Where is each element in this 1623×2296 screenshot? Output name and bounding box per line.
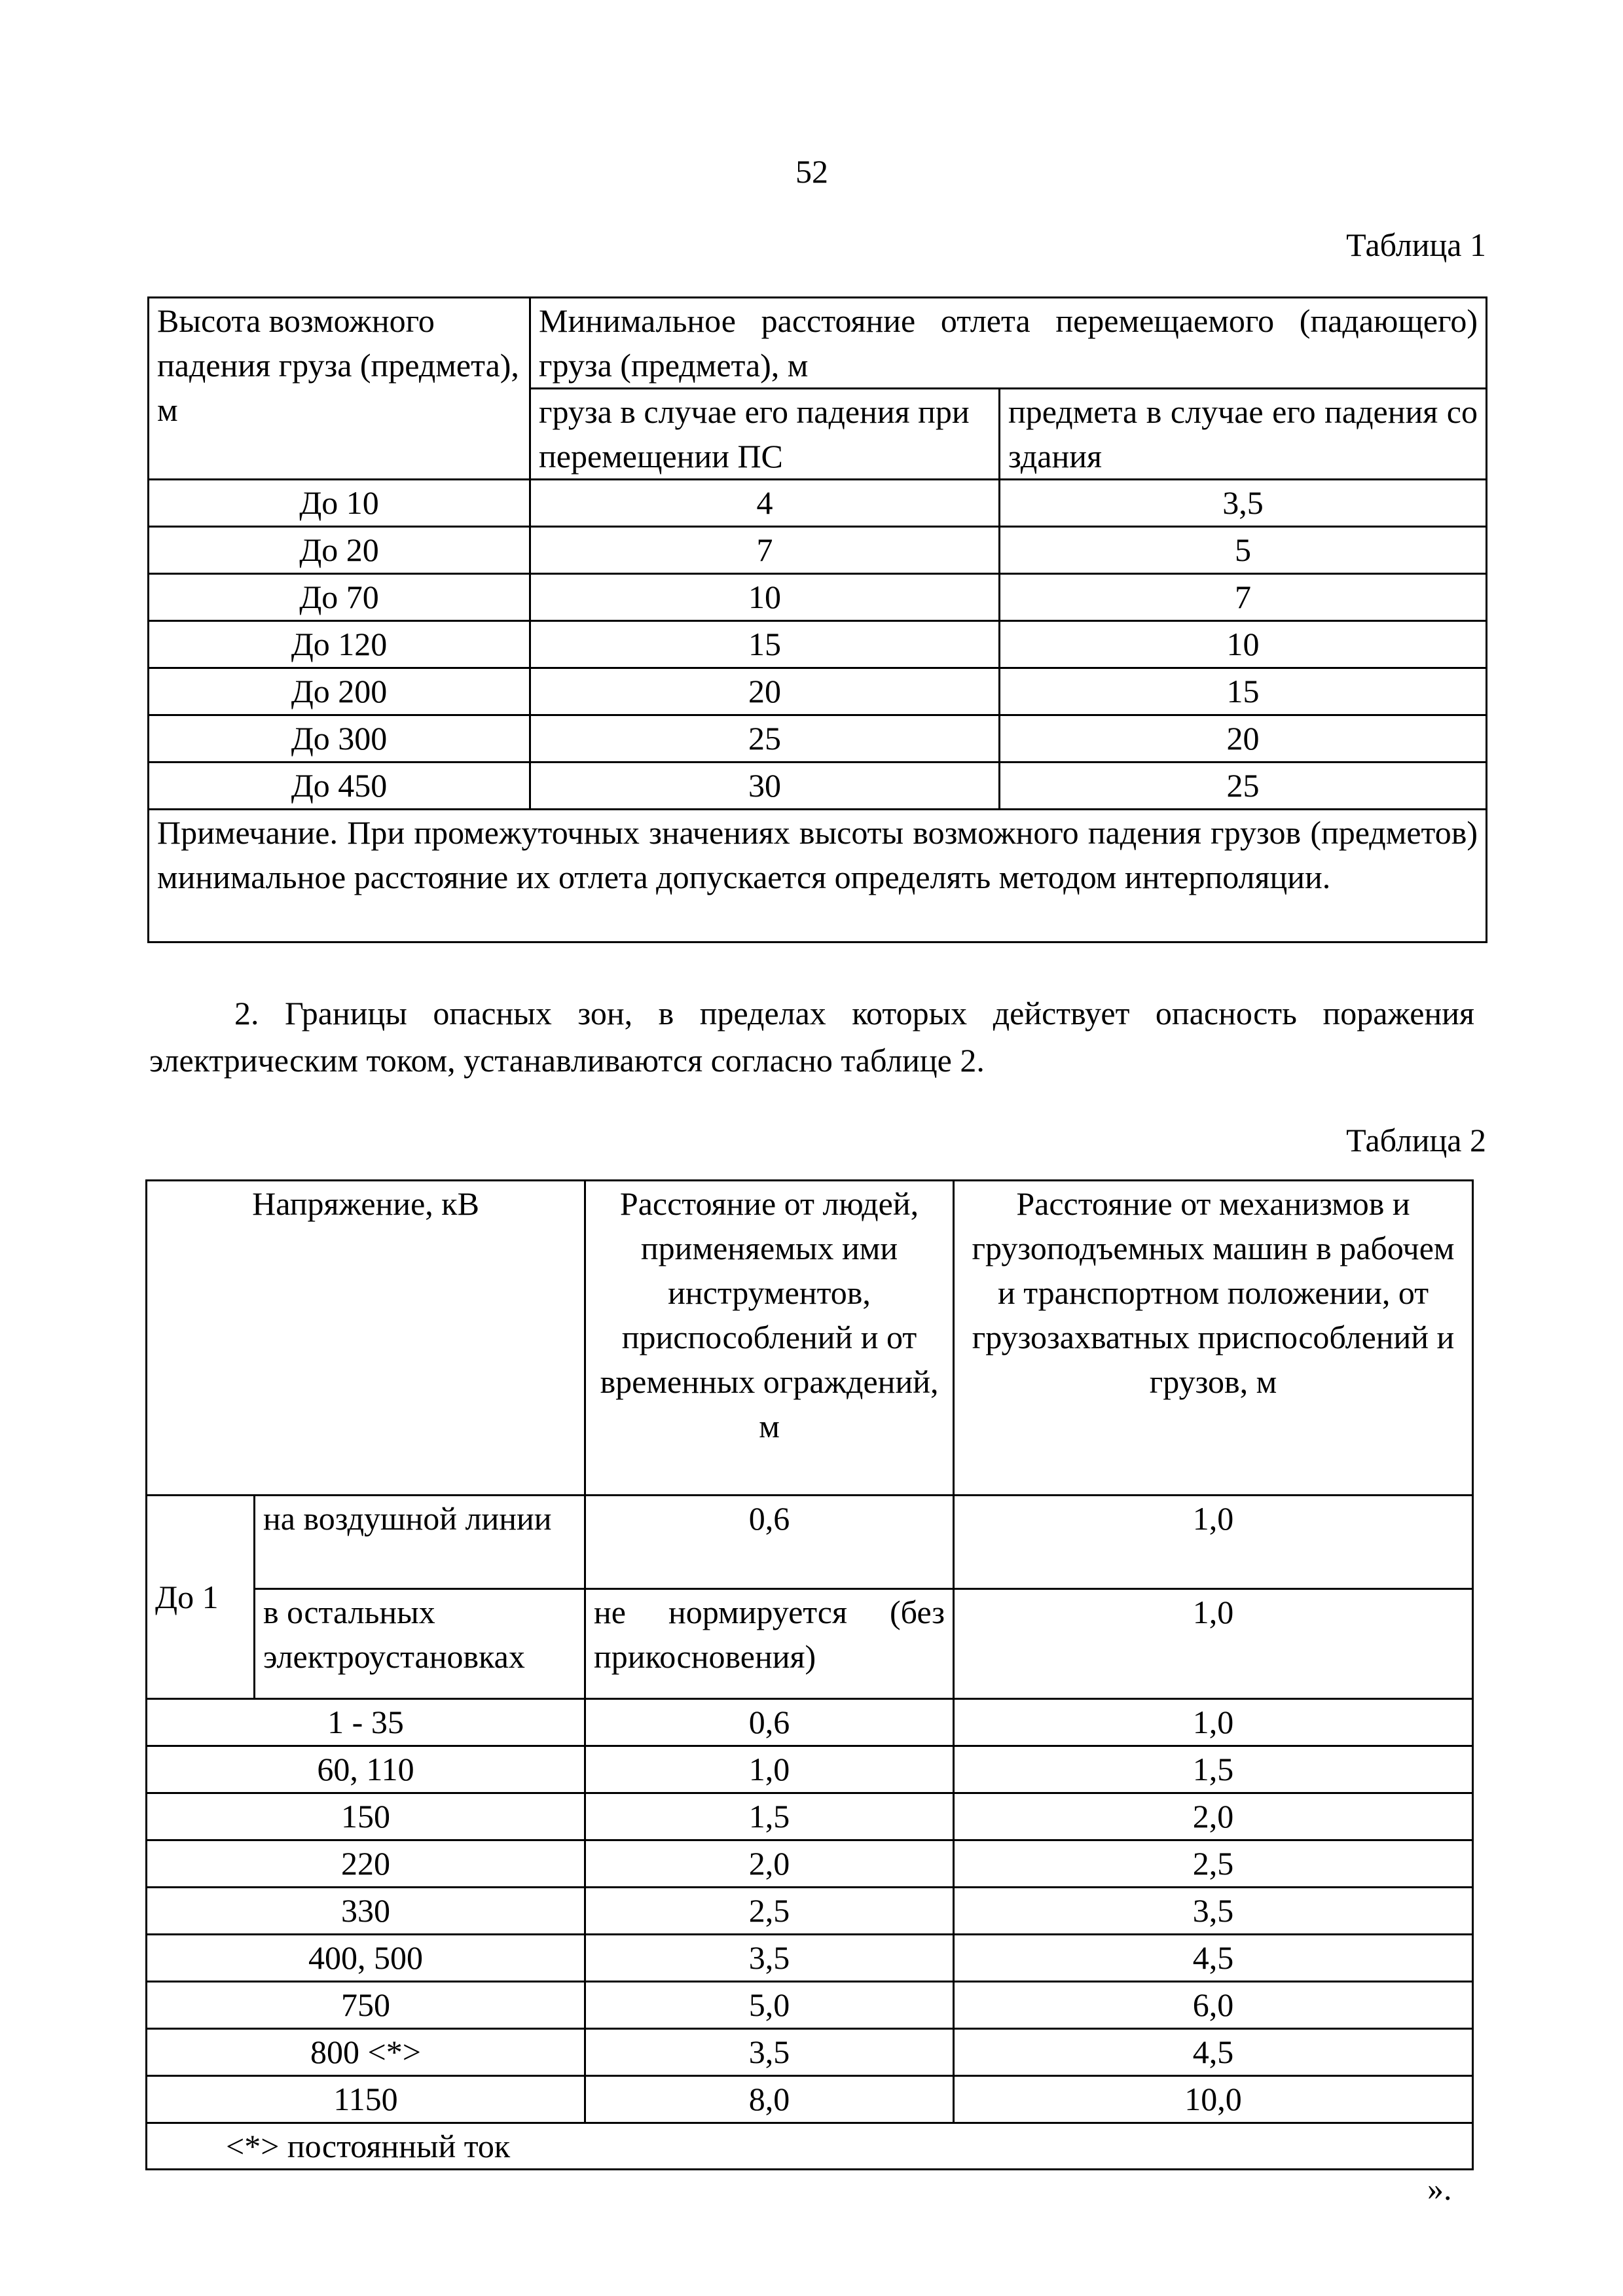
- table2-caption: Таблица 2: [1346, 1122, 1486, 1158]
- table-row: [147, 1746, 1473, 1793]
- table-row: [147, 2076, 1473, 2123]
- table2-voltage: 330: [147, 1888, 585, 1935]
- table1-load-distance: 7: [530, 527, 1000, 574]
- table1-object-distance: 5: [1000, 527, 1487, 574]
- table2-voltage: 1 - 35: [147, 1699, 585, 1746]
- table2-machine-distance: 2,0: [954, 1793, 1473, 1840]
- table2-header-voltage: Напряжение, кВ: [147, 1181, 585, 1496]
- table1-object-distance: 20: [1000, 715, 1487, 762]
- table2-people-distance: 3,5: [585, 1935, 954, 1982]
- table2-people-distance: 1,5: [585, 1793, 954, 1840]
- table2-machine-distance: 10,0: [954, 2076, 1473, 2123]
- table1-header-sub-load: груза в случае его падения при перемещении ПС: [530, 389, 1000, 480]
- table1-header-sub-object: предмета в случае его падения со здания: [1000, 389, 1487, 480]
- table2-machine-distance: 2,5: [954, 1840, 1473, 1888]
- table1-object-distance: 25: [1000, 762, 1487, 810]
- table2-machine-distance: 3,5: [954, 1888, 1473, 1935]
- table2-upto1-type: на воздушной линии: [255, 1496, 585, 1589]
- table1-height: До 200: [149, 668, 530, 715]
- table2-voltage: 400, 500: [147, 1935, 585, 1982]
- table2-people-distance: 2,5: [585, 1888, 954, 1935]
- table2-voltage: 60, 110: [147, 1746, 585, 1793]
- table2-upto1-machines: 1,0: [954, 1589, 1473, 1699]
- table2-voltage: 1150: [147, 2076, 585, 2123]
- table1-height: До 120: [149, 621, 530, 668]
- table-row: [147, 1793, 1473, 1840]
- table2-voltage: 800 <*>: [147, 2029, 585, 2076]
- table-row: [149, 715, 1487, 762]
- table-row: [147, 2029, 1473, 2076]
- table2-upto1-type: в остальных электроустановках: [255, 1589, 585, 1699]
- table2-upto1-machines: 1,0: [954, 1496, 1473, 1589]
- table2-machine-distance: 4,5: [954, 2029, 1473, 2076]
- table2-voltage: 220: [147, 1840, 585, 1888]
- table1-object-distance: 7: [1000, 574, 1487, 621]
- table2-upto1-people: 0,6: [585, 1496, 954, 1589]
- table1-load-distance: 10: [530, 574, 1000, 621]
- table-row: [147, 1699, 1473, 1746]
- table1-load-distance: 25: [530, 715, 1000, 762]
- table-row: [149, 480, 1487, 527]
- closing-quote: ».: [1427, 2170, 1452, 2207]
- table1-load-distance: 20: [530, 668, 1000, 715]
- table2-people-distance: 0,6: [585, 1699, 954, 1746]
- table2-footnote: <*> постоянный ток: [147, 2123, 1473, 2170]
- table2-people-distance: 8,0: [585, 2076, 954, 2123]
- table2-machine-distance: 1,0: [954, 1699, 1473, 1746]
- table-row: [147, 1935, 1473, 1982]
- table1-caption: Таблица 1: [1346, 226, 1486, 263]
- table1-height: До 10: [149, 480, 530, 527]
- table-row: [149, 574, 1487, 621]
- table1-height: До 300: [149, 715, 530, 762]
- table2-voltage: 750: [147, 1982, 585, 2029]
- table1-object-distance: 3,5: [1000, 480, 1487, 527]
- table1-height: До 70: [149, 574, 530, 621]
- table-row: [149, 621, 1487, 668]
- table1: [147, 296, 1487, 943]
- table1-load-distance: 15: [530, 621, 1000, 668]
- table-row: [149, 762, 1487, 810]
- table2-people-distance: 1,0: [585, 1746, 954, 1793]
- table2-machine-distance: 1,5: [954, 1746, 1473, 1793]
- table1-note: Примечание. При промежуточных значениях высоты возможного падения грузов (предметов) минимальное расстояние их отлета допускается определять методом интерполяции.: [149, 810, 1487, 942]
- page-number: 52: [795, 153, 828, 190]
- table1-object-distance: 10: [1000, 621, 1487, 668]
- table-row: [147, 1982, 1473, 2029]
- table2-people-distance: 2,0: [585, 1840, 954, 1888]
- table1-header-height: Высота возможного падения груза (предмета), м: [149, 298, 530, 480]
- table2-header-machines: Расстояние от механизмов и грузоподъемных машин в рабочем и транспортном положении, от грузозахватных приспособлений и грузов, м: [954, 1181, 1473, 1496]
- table2: [145, 1179, 1474, 2170]
- table-row: [147, 1840, 1473, 1888]
- table1-header-group: Минимальное расстояние отлета перемещаемого (падающего) груза (предмета), м: [530, 298, 1487, 389]
- table2-voltage: 150: [147, 1793, 585, 1840]
- table2-header-people: Расстояние от людей, применяемых ими инструментов, приспособлений и от временных ограждений, м: [585, 1181, 954, 1496]
- table2-people-distance: 3,5: [585, 2029, 954, 2076]
- table2-upto1-people: не нормируется (без прикосновения): [585, 1589, 954, 1699]
- table2-machine-distance: 4,5: [954, 1935, 1473, 1982]
- table-row: [149, 527, 1487, 574]
- table-row: [149, 668, 1487, 715]
- table-row: [147, 1888, 1473, 1935]
- table1-height: До 20: [149, 527, 530, 574]
- table1-load-distance: 4: [530, 480, 1000, 527]
- paragraph-2: 2. Границы опасных зон, в пределах которых действует опасность поражения электрическим током, устанавливаются согласно таблице 2.: [149, 995, 1474, 1079]
- table1-load-distance: 30: [530, 762, 1000, 810]
- table2-machine-distance: 6,0: [954, 1982, 1473, 2029]
- table2-upto1-label: До 1: [147, 1496, 255, 1699]
- table1-object-distance: 15: [1000, 668, 1487, 715]
- table2-people-distance: 5,0: [585, 1982, 954, 2029]
- table1-height: До 450: [149, 762, 530, 810]
